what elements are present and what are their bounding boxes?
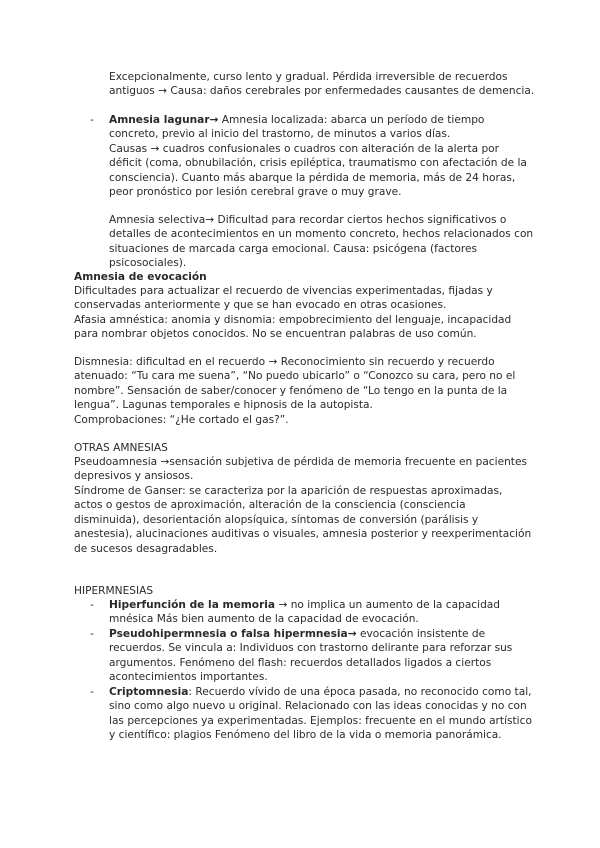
hiper-item-text: evocación insistente de recuerdos. Se vincula a: Individuos con trastorno delirante para reforzar sus argumentos. Fenómeno del flash: recuerdos detallados ligados a ciertos acontecimientos importantes. xyxy=(109,628,513,684)
sindrome-ganser: Síndrome de Ganser: se caracteriza por la aparición de respuestas aproximadas, actos o gestos de aproximación, alteración de la consciencia (consciencia disminuida), desorientación alopsíquica, síntomas de conversión (parálisis y anestesia), alucinaciones auditivas o visuales, amnesia posterior y reexperimentación de sucesos desagradables. xyxy=(74,485,532,555)
bullet-dash: - xyxy=(90,599,94,611)
evocacion-dismnesia: Dismnesia: dificultad en el recuerdo → Reconocimiento sin recuerdo y recuerdo atenuado: “Tu cara me suena”, “No puedo ubicarlo” o “Conozco su cara, pero no el nombre”. Sensación de saber/conocer y fenómeno de “Lo tengo en la punta de la lengua”. Lagunas temporales e hipnosis de la autopista. xyxy=(74,356,516,412)
lagunar-paragraph xyxy=(109,113,535,142)
bullet-dash: - xyxy=(90,628,94,640)
evocacion-comprobaciones: Comprobaciones: “¿He cortado el gas?”. xyxy=(74,414,289,426)
hiper-item-title: Pseudohipermnesia o falsa hipermnesia→ xyxy=(109,628,357,640)
hiper-item-text: : Recuerdo vívido de una época pasada, no reconocido como tal, sino como algo nuevo u original. Relacionado con las ideas conocidas y no con las percepciones ya experimentadas. Ejemplos: frecuente en el mundo artístico y científico: plagios Fenómeno del libro de la vida o memoria panorámica. xyxy=(109,686,532,742)
amnesia-selectiva: Amnesia selectiva→ Dificultad para recordar ciertos hechos significativos o detalles de acontecimientos en un momento concreto, hechos relacionados con situaciones de marcada carga emocional. Causa: psicógena (factores psicosociales). xyxy=(109,214,534,270)
hiper-item-text: → no implica un aumento de la capacidad mnésica Más bien aumento de la capacidad de evocación. xyxy=(109,599,501,626)
intro-paragraph: Excepcionalmente, curso lento y gradual. Pérdida irreversible de recuerdos antiguos → Causa: daños cerebrales por enfermedades causantes de demencia. xyxy=(109,71,535,98)
bullet-dash: - xyxy=(90,686,94,698)
evocacion-heading xyxy=(74,270,534,284)
lagunar-title: Amnesia lagunar→ xyxy=(109,114,219,126)
evocacion-afasia: Afasia amnéstica: anomia y disnomia: empobrecimiento del lenguaje, incapacidad para nombrar objetos conocidos. No se encuentran palabras de uso común. xyxy=(74,314,512,341)
evocacion-p1: Dificultades para actualizar el recuerdo de vivencias experimentadas, fijadas y conservadas anteriormente y que se han evocado en otras ocasiones. xyxy=(74,285,493,312)
pseudoamnesia: Pseudoamnesia →sensación subjetiva de pérdida de memoria frecuente en pacientes depresivos y ansiosos. xyxy=(74,456,528,483)
bullet-dash: - xyxy=(90,114,94,126)
hipermnesias-heading: HIPERMNESIAS xyxy=(74,585,154,597)
otras-heading: OTRAS AMNESIAS xyxy=(74,442,168,454)
hiper-item-title: Criptomnesia xyxy=(109,686,189,698)
lagunar-text: Amnesia localizada: abarca un período de tiempo concreto, previo al inicio del trastorno, de minutos a varios días. xyxy=(109,114,485,141)
lagunar-causas: Causas → cuadros confusionales o cuadros con alteración de la alerta por déficit (coma, obnubilación, crisis epiléptica, traumatismo con afectación de la consciencia). Cuanto más abarque la pérdida de memoria, más de 24 horas, peor pronóstico por lesión cerebral grave o muy grave. xyxy=(109,143,527,199)
hiper-item xyxy=(109,598,535,627)
hiper-item xyxy=(109,627,535,685)
hiper-item-title: Hiperfunción de la memoria xyxy=(109,599,276,611)
evocacion-heading-text: Amnesia de evocación xyxy=(74,271,207,283)
hiper-item xyxy=(109,685,535,743)
